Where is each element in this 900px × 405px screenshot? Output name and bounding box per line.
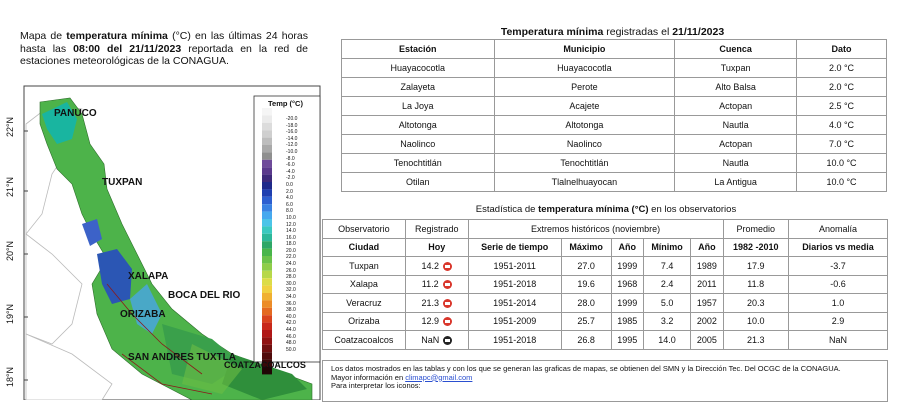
cell-cuenca: Actopan bbox=[675, 97, 797, 116]
cell-ciudad bbox=[323, 294, 406, 313]
cell-amin bbox=[691, 312, 723, 331]
city-san-andres-tuxtla: SAN ANDRES TUXTLA bbox=[128, 352, 236, 363]
table1-title bbox=[340, 26, 885, 38]
city-coatzacoalcos: COATZACOALCOS bbox=[224, 360, 306, 370]
value-prom: 11.8 bbox=[747, 279, 765, 290]
cell-dato: 7.0 °C bbox=[797, 135, 887, 154]
h2-promedio-periodo: 1982 -2010 bbox=[723, 238, 788, 257]
legend-swatch bbox=[262, 330, 272, 337]
value-max: 27.0 bbox=[577, 260, 595, 271]
value-amax: 1999 bbox=[617, 260, 638, 271]
h2-minimo: Mínimo bbox=[643, 238, 690, 257]
legend-swatch bbox=[262, 271, 272, 278]
email-link[interactable]: climapc@gmail.com bbox=[405, 372, 473, 382]
value-hoy: 12.9 bbox=[421, 316, 439, 327]
cell-hoy bbox=[405, 275, 468, 294]
cell-ciudad bbox=[323, 275, 406, 294]
value-anom: NaN bbox=[828, 334, 847, 345]
legend-value: 48.0 bbox=[286, 340, 296, 347]
value-prom: 17.9 bbox=[746, 260, 765, 271]
cell-ciudad bbox=[323, 312, 406, 331]
legend-swatch bbox=[262, 226, 272, 233]
legend-swatch bbox=[262, 286, 272, 293]
cell-cuenca: Tuxpan bbox=[675, 59, 797, 78]
cell-prom bbox=[723, 331, 788, 350]
legend-value: -10.0 bbox=[286, 148, 298, 155]
cell-cuenca: Alto Balsa bbox=[675, 78, 797, 97]
value-ciudad: Xalapa bbox=[349, 279, 378, 290]
cell-dato: 10.0 °C bbox=[797, 154, 887, 173]
value-max: 26.8 bbox=[577, 334, 595, 345]
legend-value: 26.0 bbox=[286, 267, 296, 274]
city-tuxpan: TUXPAN bbox=[102, 177, 143, 188]
cell-cuenca: Actopan bbox=[675, 135, 797, 154]
legend-value: 18.0 bbox=[286, 241, 296, 248]
value-prom: 20.3 bbox=[746, 297, 765, 308]
cell-cuenca: Nautla bbox=[675, 116, 797, 135]
cell-amax bbox=[611, 275, 643, 294]
h1-observatorio: Observatorio bbox=[323, 220, 406, 239]
cell-municipio: Tlalnelhuayocan bbox=[494, 173, 675, 192]
cell-dato: 2.5 °C bbox=[797, 97, 887, 116]
cell-municipio: Huayacocotla bbox=[494, 59, 675, 78]
h2-diarios: Diarios vs media bbox=[788, 238, 887, 257]
below-average-icon bbox=[443, 299, 452, 308]
cell-prom bbox=[723, 257, 788, 276]
value-serie: 1951-2014 bbox=[493, 297, 537, 308]
cell-anom bbox=[788, 275, 887, 294]
table-row bbox=[342, 78, 887, 97]
value-amin: 2011 bbox=[697, 279, 717, 290]
legend-value: -18.0 bbox=[286, 122, 298, 129]
value-amin: 2005 bbox=[696, 334, 717, 345]
legend-value: 38.0 bbox=[286, 307, 296, 314]
cell-ciudad bbox=[323, 257, 406, 276]
value-ciudad: Coatzacoalcos bbox=[334, 334, 394, 345]
cell-anom bbox=[788, 257, 887, 276]
cell-prom bbox=[723, 312, 788, 331]
value-amax: 1968 bbox=[617, 279, 638, 290]
value-max: 19.6 bbox=[577, 279, 595, 290]
city-panuco: PANUCO bbox=[54, 108, 97, 119]
legend-swatch bbox=[262, 300, 272, 307]
legend-swatch bbox=[262, 123, 272, 130]
cell-estacion: Otilan bbox=[342, 173, 495, 192]
h2-ciudad: Ciudad bbox=[323, 238, 406, 257]
value-anom: -3.7 bbox=[830, 260, 846, 271]
cell-prom bbox=[723, 275, 788, 294]
cell-cuenca: Nautla bbox=[675, 154, 797, 173]
no-data-icon bbox=[443, 336, 452, 345]
cell-dato: 2.0 °C bbox=[797, 78, 887, 97]
value-serie: 1951-2018 bbox=[493, 279, 537, 290]
map-description bbox=[20, 30, 308, 68]
cell-serie bbox=[468, 331, 561, 350]
value-serie: 1951-2009 bbox=[493, 316, 537, 327]
cell-dato: 2.0 °C bbox=[797, 59, 887, 78]
legend-swatch bbox=[262, 175, 272, 182]
legend-value: 14.0 bbox=[286, 228, 296, 235]
legend-value: 50.0 bbox=[286, 346, 296, 353]
legend-value: 30.0 bbox=[286, 280, 296, 287]
cell-min bbox=[643, 294, 690, 313]
cell-cuenca: La Antigua bbox=[675, 173, 797, 192]
legend-swatch bbox=[262, 219, 272, 226]
legend-value: 32.0 bbox=[286, 287, 296, 294]
cell-estacion: Naolinco bbox=[342, 135, 495, 154]
legend-swatch bbox=[262, 234, 272, 241]
table-row bbox=[342, 173, 887, 192]
cell-municipio: Altotonga bbox=[494, 116, 675, 135]
legend-swatch bbox=[262, 152, 272, 159]
h2-ano-min: Año bbox=[691, 238, 723, 257]
cell-max bbox=[561, 257, 611, 276]
value-ciudad: Tuxpan bbox=[349, 260, 379, 271]
cell-amax bbox=[611, 331, 643, 350]
table2-title-post: en los observatorios bbox=[648, 204, 737, 215]
h1-extremos: Extremos históricos (noviembre) bbox=[468, 220, 723, 239]
legend-value: 24.0 bbox=[286, 261, 296, 268]
value-amin: 1957 bbox=[696, 297, 717, 308]
cell-hoy bbox=[405, 312, 468, 331]
legend-swatch bbox=[262, 115, 272, 122]
table-row bbox=[323, 257, 888, 276]
legend-value: -2.0 bbox=[286, 175, 295, 182]
cell-anom bbox=[788, 312, 887, 331]
city-orizaba: ORIZABA bbox=[120, 309, 166, 320]
value-amax: 1999 bbox=[617, 297, 638, 308]
table2-title-pre: Estadística de bbox=[475, 204, 539, 215]
cell-serie bbox=[468, 275, 561, 294]
cell-serie bbox=[468, 312, 561, 331]
notes-line1: Los datos mostrados en las tablas y con los que se generan las graficas de mapas, se obtienen del SMN y la Dirección Tec. Del OCGC de la CONAGUA. bbox=[331, 364, 841, 373]
value-max: 25.7 bbox=[577, 316, 595, 327]
observatory-stats-table bbox=[322, 219, 888, 350]
cell-max bbox=[561, 312, 611, 331]
cell-max bbox=[561, 294, 611, 313]
table-row bbox=[342, 135, 887, 154]
lat-label-22: 22°N bbox=[5, 116, 16, 138]
value-max: 28.0 bbox=[577, 297, 595, 308]
legend-value: 10.0 bbox=[286, 214, 296, 221]
cell-estacion: La Joya bbox=[342, 97, 495, 116]
legend-value: 20.0 bbox=[286, 247, 296, 254]
legend-value: 0.0 bbox=[286, 181, 293, 188]
value-ciudad: Veracruz bbox=[346, 297, 382, 308]
legend-swatch bbox=[262, 308, 272, 315]
cell-serie bbox=[468, 257, 561, 276]
cell-hoy bbox=[405, 257, 468, 276]
h2-maximo: Máximo bbox=[561, 238, 611, 257]
h2-hoy: Hoy bbox=[405, 238, 468, 257]
value-hoy: NaN bbox=[421, 334, 440, 345]
value-min: 2.4 bbox=[660, 279, 674, 290]
lat-label-20: 20°N bbox=[5, 240, 16, 262]
legend-value: 40.0 bbox=[286, 313, 296, 320]
legend-value: 34.0 bbox=[286, 294, 296, 301]
cell-estacion: Altotonga bbox=[342, 116, 495, 135]
cell-municipio: Acajete bbox=[494, 97, 675, 116]
table-row bbox=[342, 154, 887, 173]
city-xalapa: XALAPA bbox=[128, 271, 169, 282]
value-anom: 2.9 bbox=[831, 316, 845, 327]
value-min: 7.4 bbox=[660, 260, 674, 271]
cell-anom bbox=[788, 331, 887, 350]
legend-swatch bbox=[262, 145, 272, 152]
legend-swatch bbox=[262, 189, 272, 196]
cell-min bbox=[643, 257, 690, 276]
legend-value: -20.0 bbox=[286, 116, 298, 122]
cell-hoy bbox=[405, 331, 468, 350]
legend-swatch bbox=[262, 278, 272, 285]
cell-amin bbox=[691, 331, 723, 350]
legend-value: 16.0 bbox=[286, 234, 296, 241]
cell-dato: 4.0 °C bbox=[797, 116, 887, 135]
cell-min bbox=[643, 331, 690, 350]
legend-value: 28.0 bbox=[286, 274, 296, 281]
legend-swatch bbox=[262, 241, 272, 248]
value-min: 3.2 bbox=[660, 316, 674, 327]
lat-label-18: 18°N bbox=[5, 366, 16, 388]
intro-bold-2: 08:00 del 21/11/2023 bbox=[73, 42, 182, 55]
legend-title: Temp (°C) bbox=[268, 99, 303, 108]
legend-swatch bbox=[262, 212, 272, 219]
notes-line2-text: Mayor información en bbox=[331, 372, 406, 382]
legend-value: 36.0 bbox=[286, 300, 296, 307]
cell-municipio: Tenochtitlán bbox=[494, 154, 675, 173]
h1-anomalia: Anomalía bbox=[788, 220, 887, 239]
h2-serie: Serie de tiempo bbox=[468, 238, 561, 257]
table1-title-mid: registradas el bbox=[603, 26, 673, 38]
value-serie: 1951-2018 bbox=[493, 334, 537, 345]
value-min: 14.0 bbox=[658, 334, 676, 345]
legend-value: -8.0 bbox=[286, 155, 295, 162]
legend-value: 22.0 bbox=[286, 254, 296, 261]
cell-anom bbox=[788, 294, 887, 313]
intro-text-3: reportada en la red de estaciones meteorológicas de la CONAGUA. bbox=[20, 42, 308, 67]
legend-swatch bbox=[262, 108, 272, 115]
cell-municipio: Naolinco bbox=[494, 135, 675, 154]
legend-swatch bbox=[262, 323, 272, 330]
legend-value: 6.0 bbox=[286, 201, 293, 208]
legend-value: -16.0 bbox=[286, 129, 298, 136]
legend-swatch bbox=[262, 256, 272, 263]
cell-estacion: Zalayeta bbox=[342, 78, 495, 97]
legend-value: 2.0 bbox=[286, 188, 293, 195]
value-ciudad: Orizaba bbox=[348, 316, 380, 327]
legend-swatch bbox=[262, 352, 272, 359]
legend-swatch bbox=[262, 293, 272, 300]
legend-swatch bbox=[262, 337, 272, 344]
legend-swatch bbox=[262, 345, 272, 352]
cell-amin bbox=[691, 275, 723, 294]
cell-amin bbox=[691, 294, 723, 313]
notes-line3: Para interpretar los iconos: bbox=[331, 381, 421, 390]
legend-value: 46.0 bbox=[286, 333, 296, 340]
h1-registrado: Registrado bbox=[405, 220, 468, 239]
legend-value: -14.0 bbox=[286, 135, 298, 142]
cell-municipio: Perote bbox=[494, 78, 675, 97]
lat-label-21: 21°N bbox=[5, 176, 16, 198]
cell-max bbox=[561, 331, 611, 350]
cell-amax bbox=[611, 257, 643, 276]
cell-amin bbox=[691, 257, 723, 276]
legend-swatch bbox=[262, 182, 272, 189]
legend-value: 8.0 bbox=[286, 208, 293, 215]
cell-amax bbox=[611, 294, 643, 313]
legend-value: -4.0 bbox=[286, 168, 295, 175]
value-amin: 1989 bbox=[696, 260, 717, 271]
below-average-icon bbox=[443, 280, 452, 289]
value-amin: 2002 bbox=[696, 316, 717, 327]
table-row bbox=[342, 59, 887, 78]
header-cuenca: Cuenca bbox=[675, 40, 797, 59]
below-average-icon bbox=[443, 262, 452, 271]
intro-text-1: Mapa de bbox=[20, 30, 67, 42]
value-hoy: 11.2 bbox=[421, 279, 439, 290]
legend-value: -6.0 bbox=[286, 162, 295, 169]
table1-title-date: 21/11/2023 bbox=[672, 26, 725, 38]
legend-swatch bbox=[262, 130, 272, 137]
table-row bbox=[323, 294, 888, 313]
table2-title-bold: temperatura mínima (°C) bbox=[538, 204, 649, 215]
cell-max bbox=[561, 275, 611, 294]
cell-min bbox=[643, 275, 690, 294]
value-hoy: 14.2 bbox=[421, 260, 439, 271]
intro-bold-1: temperatura mínima bbox=[66, 30, 168, 42]
legend-swatch bbox=[262, 204, 272, 211]
legend-value: 44.0 bbox=[286, 327, 296, 333]
legend-value: -12.0 bbox=[286, 142, 298, 149]
stations-table bbox=[341, 39, 887, 192]
cell-amax bbox=[611, 312, 643, 331]
notes-box bbox=[322, 360, 888, 402]
legend-swatch bbox=[262, 263, 272, 270]
table-row bbox=[342, 116, 887, 135]
value-serie: 1951-2011 bbox=[493, 260, 536, 271]
h2-ano-max: Año bbox=[611, 238, 643, 257]
legend-swatch bbox=[262, 160, 272, 167]
cell-estacion: Tenochtitlán bbox=[342, 154, 495, 173]
value-min: 5.0 bbox=[660, 297, 674, 308]
cell-estacion: Huayacocotla bbox=[342, 59, 495, 78]
legend-swatch bbox=[262, 315, 272, 322]
cell-prom bbox=[723, 294, 788, 313]
table1-title-bold: Temperatura mínima bbox=[500, 26, 604, 38]
intro-text-2: (°C) en las últimas 24 horas hasta las bbox=[20, 30, 308, 55]
value-hoy: 21.3 bbox=[421, 297, 439, 308]
legend-value: 4.0 bbox=[286, 195, 293, 202]
cell-min bbox=[643, 312, 690, 331]
value-anom: -0.6 bbox=[830, 279, 846, 290]
city-boca-del-rio: BOCA DEL RIO bbox=[168, 290, 241, 301]
legend-swatch bbox=[262, 167, 272, 174]
table-row bbox=[323, 275, 888, 294]
legend-swatch bbox=[262, 249, 272, 256]
legend-value: 12.0 bbox=[286, 221, 296, 228]
cell-serie bbox=[468, 294, 561, 313]
cell-ciudad bbox=[323, 331, 406, 350]
table-row bbox=[323, 331, 888, 350]
value-amax: 1995 bbox=[617, 334, 638, 345]
cell-dato: 10.0 °C bbox=[797, 173, 887, 192]
header-estacion: Estación bbox=[342, 40, 495, 59]
header-dato: Dato bbox=[797, 40, 887, 59]
value-prom: 21.3 bbox=[746, 334, 765, 345]
value-amax: 1985 bbox=[617, 316, 638, 327]
table-row bbox=[323, 312, 888, 331]
table-row bbox=[342, 97, 887, 116]
below-average-icon bbox=[443, 317, 452, 326]
cell-hoy bbox=[405, 294, 468, 313]
value-prom: 10.0 bbox=[746, 316, 765, 327]
lat-label-19: 19°N bbox=[5, 303, 16, 325]
table2-title bbox=[325, 204, 887, 215]
legend-value: 42.0 bbox=[286, 320, 296, 327]
temperature-map bbox=[5, 84, 324, 400]
header-municipio: Municipio bbox=[494, 40, 675, 59]
legend-labels bbox=[286, 116, 297, 353]
value-anom: 1.0 bbox=[831, 297, 845, 308]
legend-swatch bbox=[262, 138, 272, 145]
legend-swatch bbox=[262, 197, 272, 204]
h1-promedio: Promedio bbox=[723, 220, 788, 239]
